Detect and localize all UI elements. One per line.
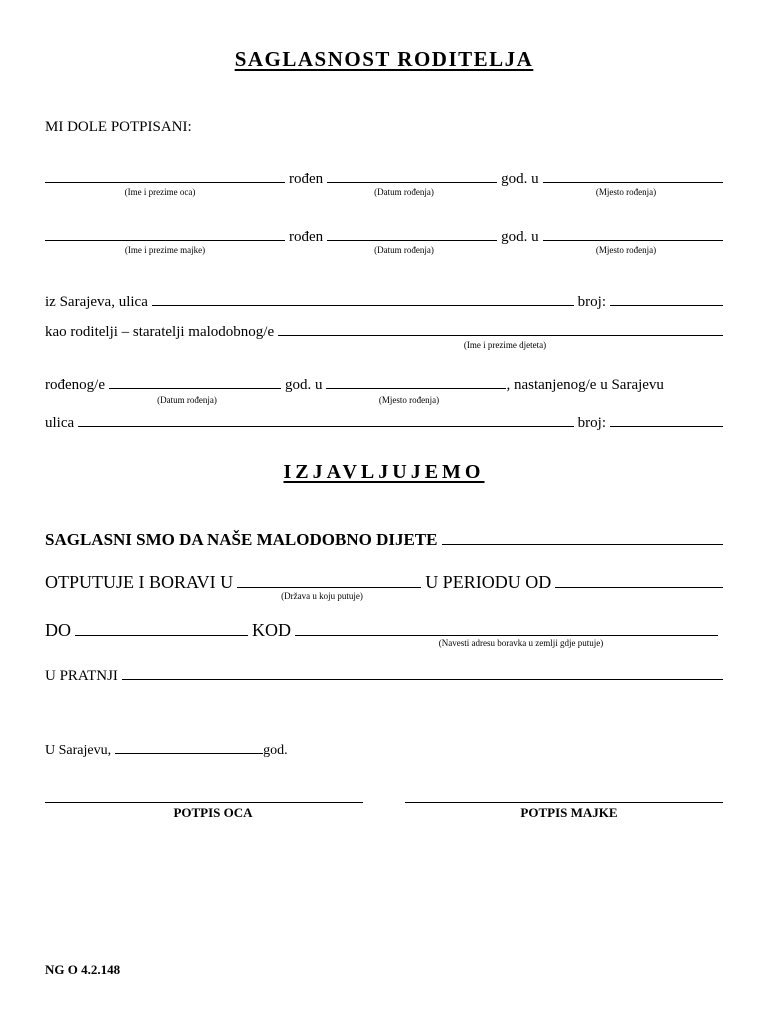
father-birthplace-field[interactable] xyxy=(543,182,723,183)
mother-roden-label: rođen xyxy=(289,229,324,245)
do-label: DO xyxy=(45,620,71,640)
child-date-hint: (Datum rođenja) xyxy=(157,395,217,405)
mother-god-u-label: god. u xyxy=(501,229,539,245)
father-god-u-label: god. u xyxy=(501,171,539,187)
mother-row xyxy=(45,229,723,246)
address-hint: (Navesti adresu boravka u zemlji gdje putuje) xyxy=(438,638,604,648)
child-birthplace-field[interactable] xyxy=(326,388,506,389)
date-row xyxy=(45,743,288,759)
child-number-field[interactable] xyxy=(610,426,723,427)
escort-label: U PRATNJI xyxy=(45,668,118,684)
parents-number-field[interactable] xyxy=(610,305,723,306)
parents-label: kao roditelji – staratelji malodobnog/e xyxy=(45,324,275,340)
mother-place-hint: (Mjesto rođenja) xyxy=(595,245,657,255)
child-broj-label: broj: xyxy=(577,415,606,431)
father-name-hint: (Ime i prezime oca) xyxy=(124,187,196,197)
father-place-hint: (Mjesto rođenja) xyxy=(595,187,657,197)
child-street-row xyxy=(45,415,723,432)
period-from-field[interactable] xyxy=(555,587,723,588)
father-name-field[interactable] xyxy=(45,182,285,183)
travel-label: OTPUTUJE I BORAVI U xyxy=(45,572,234,592)
period-to-field[interactable] xyxy=(75,635,248,636)
mother-date-hint: (Datum rođenja) xyxy=(374,245,434,255)
child-birth-row xyxy=(45,377,723,394)
child-consent-field[interactable] xyxy=(442,544,724,545)
consent-row xyxy=(45,530,723,550)
father-signature-line[interactable] xyxy=(45,802,363,803)
intro-text xyxy=(45,119,192,136)
mother-name-hint: (Ime i prezime majke) xyxy=(124,245,206,255)
destination-country-field[interactable] xyxy=(237,587,421,588)
stay-address-field[interactable] xyxy=(295,635,718,636)
child-god-u-label: god. u xyxy=(284,377,323,393)
document-title: SAGLASNOST RODITELJA xyxy=(234,47,534,71)
escort-field[interactable] xyxy=(122,679,723,680)
mother-birthdate-field[interactable] xyxy=(327,240,497,241)
form-code: NG O 4.2.148 xyxy=(45,962,121,977)
mother-signature-label: POTPIS MAJKE xyxy=(520,805,618,820)
mother-name-field[interactable] xyxy=(45,240,285,241)
date-prefix-label: U Sarajevu, xyxy=(45,743,112,758)
father-signature-label: POTPIS OCA xyxy=(173,805,253,820)
consent-label: SAGLASNI SMO DA NAŠE MALODOBNO DIJETE xyxy=(45,530,438,549)
father-birthdate-field[interactable] xyxy=(327,182,497,183)
child-street-field[interactable] xyxy=(78,426,574,427)
parents-row xyxy=(45,324,723,341)
parents-street-field[interactable] xyxy=(152,305,574,306)
child-place-hint: (Mjesto rođenja) xyxy=(378,395,440,405)
declaration-title: IZJAVLJUJEMO xyxy=(283,461,485,483)
address-iz-label: iz Sarajeva, ulica xyxy=(45,294,148,310)
kod-label: KOD xyxy=(252,620,291,640)
travel-row xyxy=(45,572,723,593)
intro-label: MI DOLE POTPISANI: xyxy=(45,119,192,135)
mother-signature-line[interactable] xyxy=(405,802,723,803)
date-suffix-label: god. xyxy=(263,743,288,758)
signing-date-field[interactable] xyxy=(115,753,263,754)
child-name-field[interactable] xyxy=(278,335,723,336)
nastanjenog-label: , nastanjenog/e u Sarajevu xyxy=(506,377,664,393)
father-roden-label: rođen xyxy=(289,171,324,187)
until-row xyxy=(45,620,718,641)
country-hint: (Država u koju putuje) xyxy=(281,591,363,601)
father-date-hint: (Datum rođenja) xyxy=(374,187,434,197)
father-row xyxy=(45,171,723,188)
child-ulica-label: ulica xyxy=(45,415,75,431)
child-name-hint: (Ime i prezime djeteta) xyxy=(463,340,547,350)
escort-row xyxy=(45,668,723,685)
rodenog-label: rođenog/e xyxy=(45,377,105,393)
child-birthdate-field[interactable] xyxy=(109,388,281,389)
address-row xyxy=(45,294,723,311)
mother-birthplace-field[interactable] xyxy=(543,240,723,241)
address-broj-label: broj: xyxy=(577,294,606,310)
period-label: U PERIODU OD xyxy=(425,572,552,592)
